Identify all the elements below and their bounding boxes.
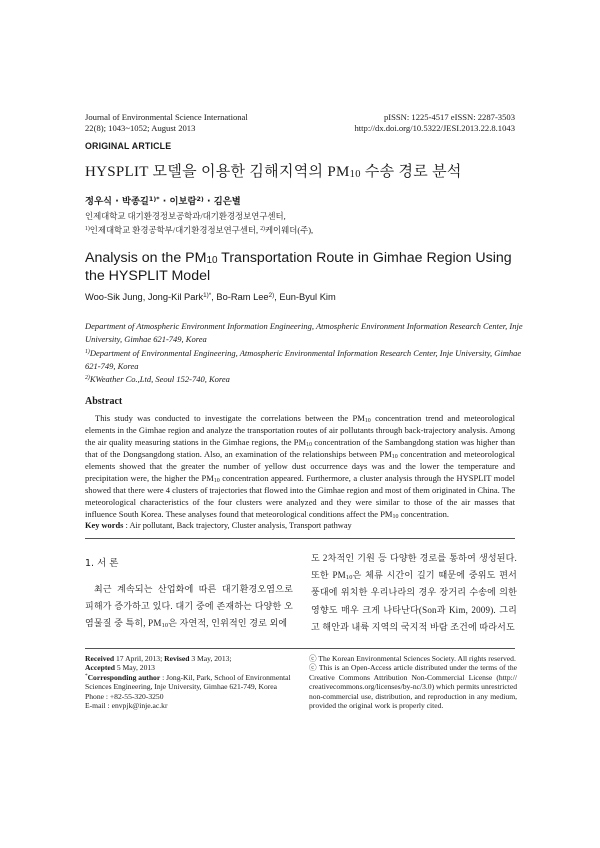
abstract-heading: Abstract <box>85 396 123 407</box>
author-name: 이보람 <box>169 196 197 207</box>
doi-link[interactable]: http://dx.doi.org/10.5322/JESI.2013.22.8.1043 <box>354 123 515 133</box>
footnote-received: Received 17 April, 2013; Revised 3 May, 2013; Accepted 5 May, 2013 *Corresponding author : Jong-Kil, Park, School of Environmental Sciences Engineering, Inje University, Gimhae 621-749, Korea Phone : +82-55-320-3250 E-mail : envpjk@inje.ac.kr <box>85 654 295 710</box>
volume-issue: 22(8); 1043~1052; August 2013 <box>85 123 196 133</box>
corresponding-author: *Corresponding author : Jong-Kil, Park, School of Environmental Sciences Engineering, Inje University, Gimhae 621-749, Korea <box>85 672 291 692</box>
english-authors: Woo-Sik Jung, Jong-Kil Park$^{1)*}$, Bo-Ram Lee$^{2)}$, Eun-Byul Kim <box>85 292 336 302</box>
body-column-right: 도 2차적인 기원 등 다양한 경로를 통하여 생성된다. 또한 $PM_{10}$은 체류 시간이 길기 때문에 중위도 편서풍대에 위치한 우리나라의 경우 장거리 수송에 의한 영향도 매우 크게 나타난다(Son과 Kim, 2009). 그리고 해안과 내륙 지역의 국지적 바람 조건에 따라서도 <box>311 553 517 632</box>
abstract-text: This study was conducted to investigate the correlations between the $PM_{10}$ concentration trend and meteorological elements in the Gimhae region and analyze the transportation routes of air pollutants through back-trajectory analysis. Among the air quality measuring stations in the Gimhae regions, the $PM_{10}$ concentration of the Sambangdong station was higher than that of the Dongsangdong station. Also, an examination of the relationships between $PM_{10}$ concentration and meteorological elements showed that the greater the number of yellow dust occurrence days was and the lower the temperature and precipitation were, the higher the $PM_{10}$ concentration appeared. Furthermore, a cluster analysis through the HYSPLIT model showed that there were 4 clusters of trajectories that flowed into the Gimhae region and most of them originated in China. The meteorological characteristics of the four clusters were analyzed and they were similar to those of the air masses that influence South Korea. These analyses found that meteorological conditions affect the $PM_{10}$ concentration. <box>85 413 515 520</box>
author-name: 정우식 <box>85 196 112 207</box>
korean-affiliations: 인제대학교 대기환경정보공학과/대기환경정보연구센터, $^{1)}$인제대학교 환경공학부/대기환경정보연구센터, $^{2)}$케이웨더(주), <box>85 212 314 235</box>
issn-doi-info <box>354 112 515 134</box>
email[interactable]: E-mail : envpjk@inje.ac.kr <box>85 701 168 711</box>
issn: pISSN: 1225-4517 eISSN: 2287-3503 <box>383 112 515 122</box>
article-label: ORIGINAL ARTICLE <box>85 141 172 151</box>
footnote-copyright: ⓒ The Korean Environmental Sciences Society. All rights reserved. ⓒ This is an Open-Access article distributed under the terms of the Creative Commons Attribution Non-Commercial License (http:// creativecommons.org/licenses/by-nc/3.0) which permits unrestricted non-commercial use, distribution, and reproduction in any medium, provided the original work is properly cited. <box>309 654 517 711</box>
author-name: 박종길 <box>121 196 149 207</box>
author-name: 김은별 <box>213 196 241 207</box>
keywords: Key words : Air pollutant, Back trajectory, Cluster analysis, Transport pathway <box>85 521 352 530</box>
divider <box>85 648 515 649</box>
divider <box>85 538 515 539</box>
body-column-left: 최근 계속되는 산업화에 따른 대기환경오염으로 피해가 증가하고 있다. 대기 중에 존재하는 다양한 오염물질 중 특히, $PM_{10}$은 자연적, 인위적인 경로 외에 <box>85 584 293 630</box>
english-title: Analysis on the $PM_{10}$ Transportation Route in Gimhae Region Using the HYSPLIT Model <box>85 250 512 284</box>
journal-info <box>85 112 248 134</box>
english-affiliations: Department of Atmospheric Environment Information Engineering, Atmospheric Environment Information Research Center, Inje University, Gimhae 621-749, Korea $^{1)}$Department of Environmental Engineering, Atmospheric Environmental Information Research Center, Inje University, Gimhae 621-749, Korea $^{2)}$KWeather Co.,Ltd, Seoul 152-740, Korea <box>85 321 523 385</box>
keywords-label: Key words <box>85 521 124 530</box>
phone: Phone : +82-55-320-3250 <box>85 691 164 701</box>
korean-title: HYSPLIT 모델을 이용한 김해지역의 $PM_{10}$ 수송 경로 분석 <box>85 164 462 180</box>
journal-name: Journal of Environmental Science International <box>85 112 248 122</box>
korean-authors: 정우식 · 박종길$^{1)*}$ · 이보람$^{2)}$ · 김은별 <box>85 196 241 207</box>
section-heading: 1. 서 론 <box>85 558 119 569</box>
